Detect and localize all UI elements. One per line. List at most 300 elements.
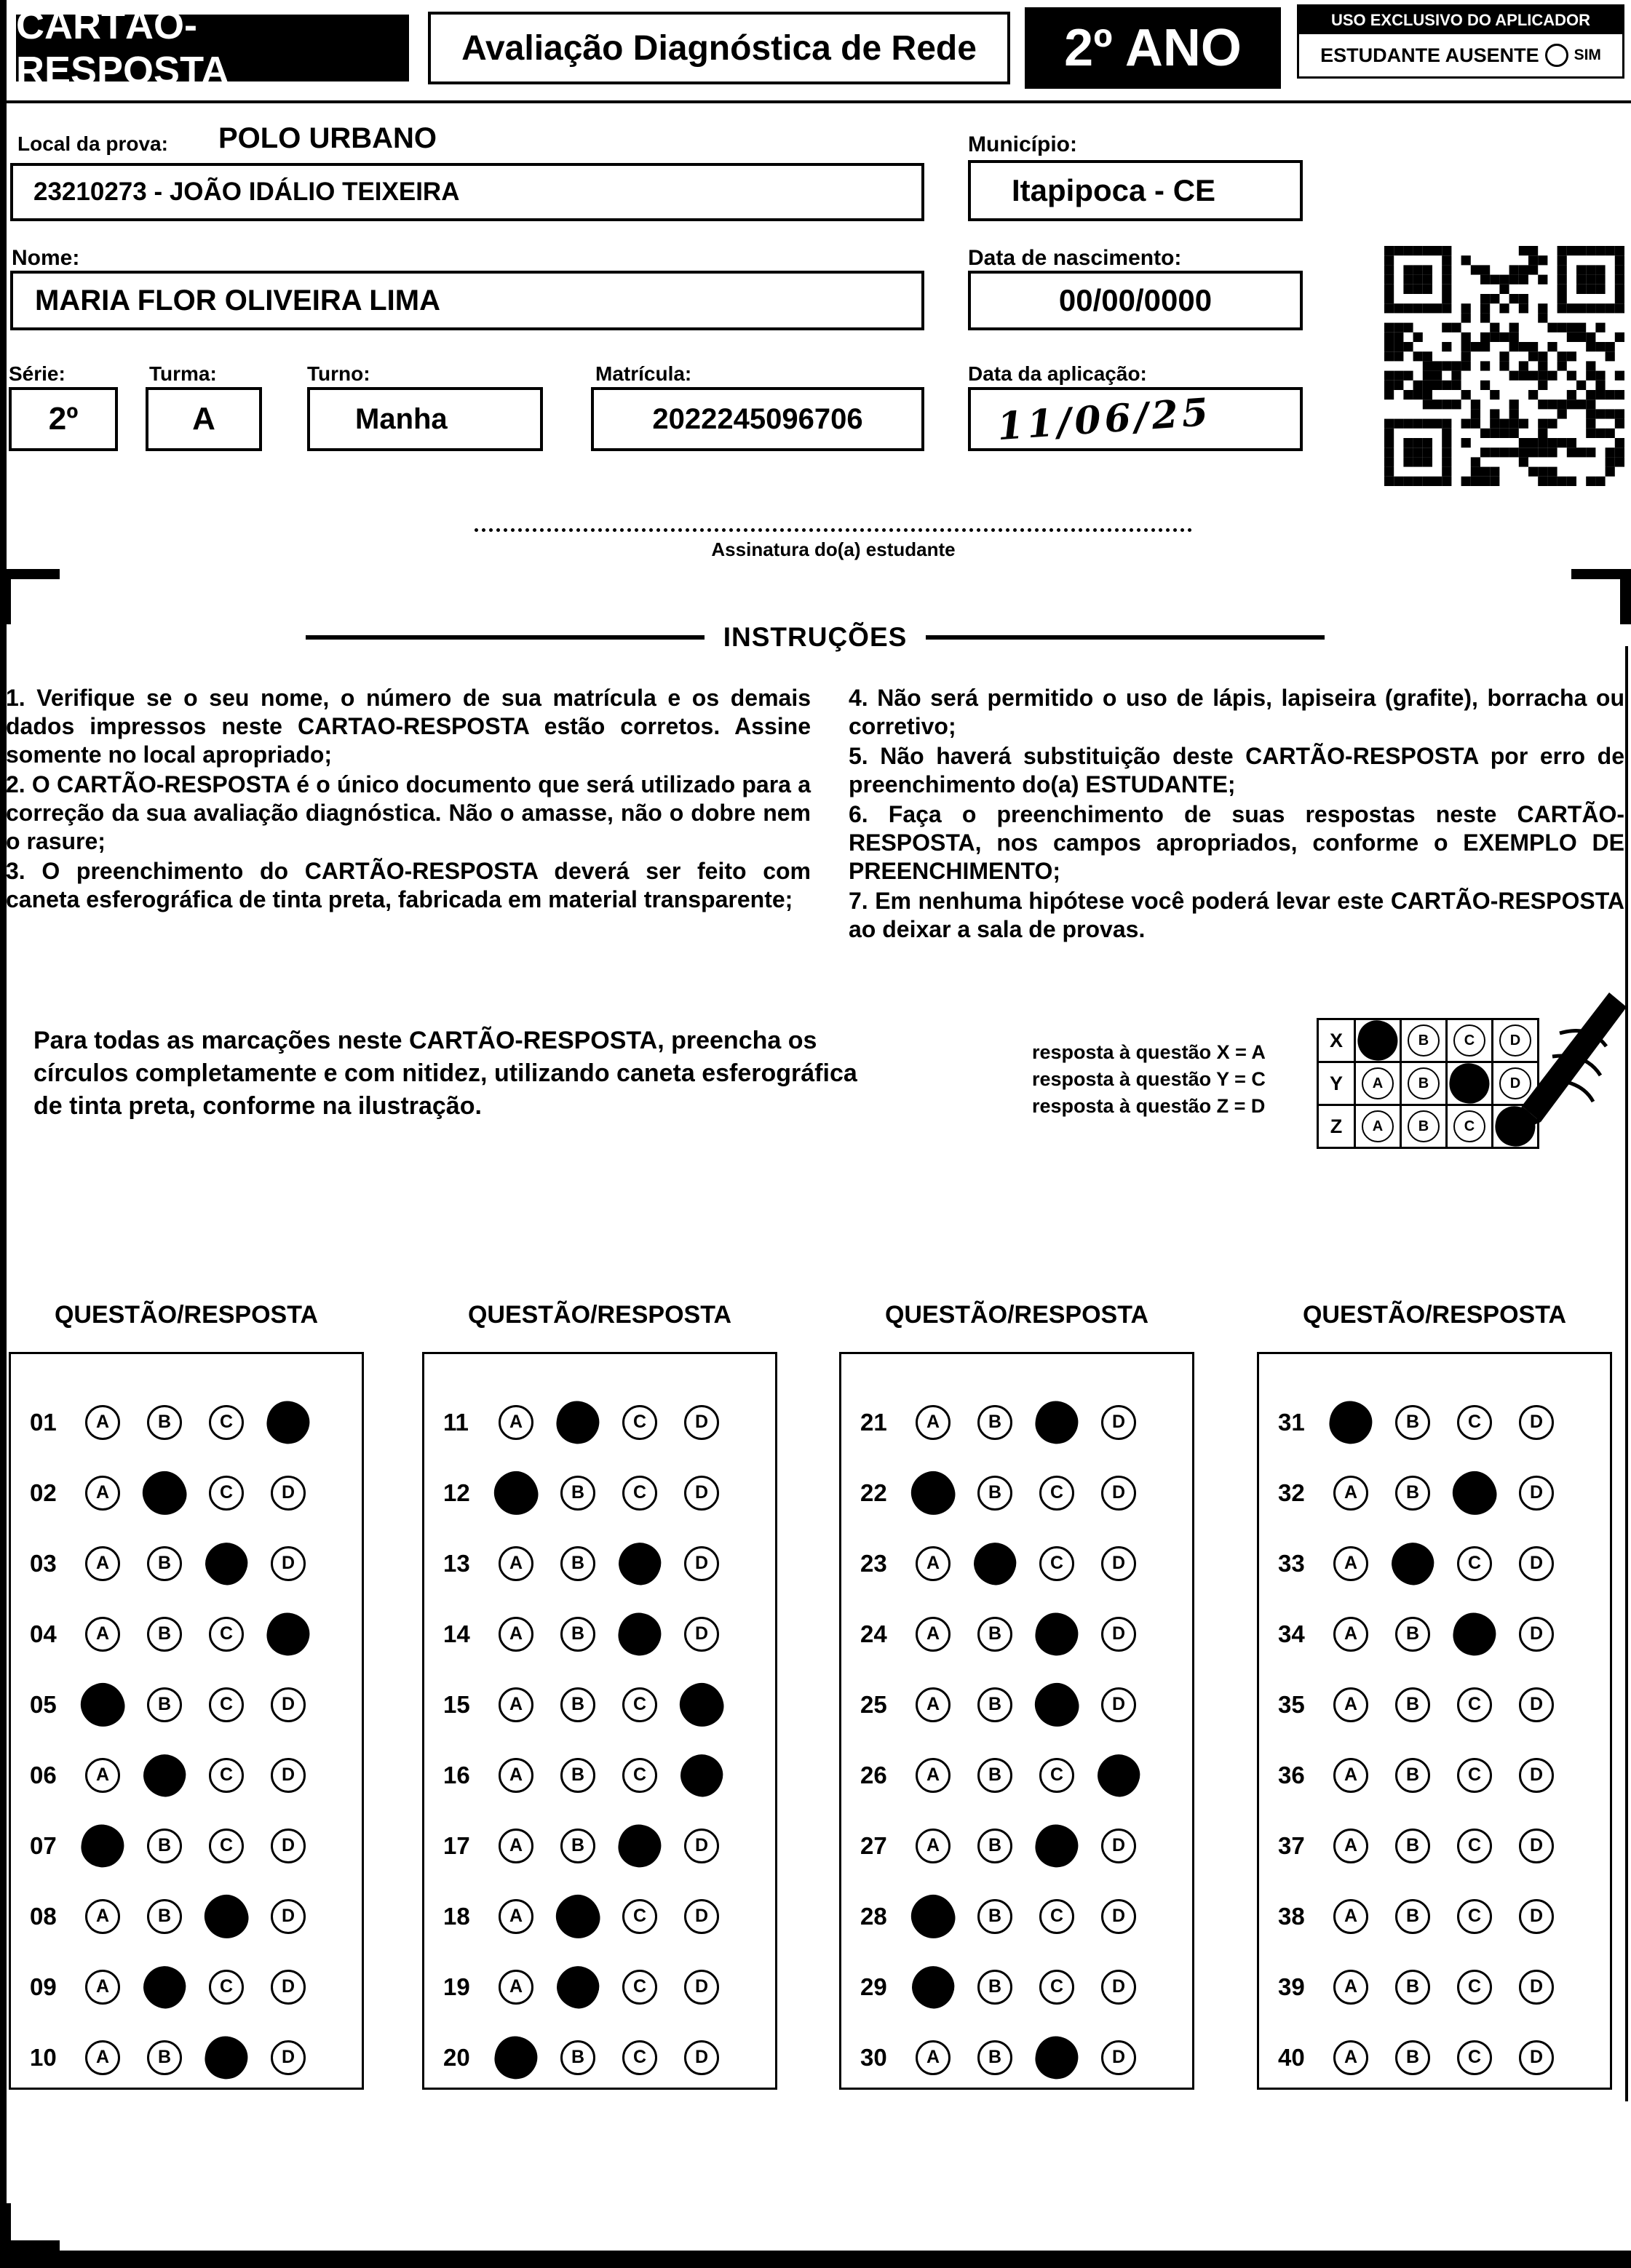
answer-row	[1259, 1810, 1610, 1881]
turno-field: Manha	[307, 387, 543, 451]
answer-bubble-b[interactable]: B	[977, 1758, 1012, 1793]
answer-row	[424, 1951, 775, 2022]
answer-row	[841, 1951, 1192, 2022]
example-legend-line: resposta à questão X = A	[1032, 1041, 1266, 1063]
student-absent-option: SIM	[1574, 47, 1601, 63]
answer-bubble-b[interactable]: B	[147, 1617, 182, 1652]
answer-row	[11, 1740, 362, 1810]
question-number: 08	[30, 1902, 57, 1930]
answer-bubble-d[interactable]: D	[1101, 1405, 1136, 1440]
answer-bubble-d[interactable]: D	[1101, 1617, 1136, 1652]
answer-bubble-d[interactable]: D	[684, 1970, 719, 2005]
answer-row	[424, 1810, 775, 1881]
answer-bubble-d[interactable]	[675, 1679, 727, 1730]
answer-bubble-d[interactable]	[264, 1610, 312, 1658]
answer-row	[841, 2022, 1192, 2093]
example-legend-line: resposta à questão Z = D	[1032, 1095, 1266, 1117]
answer-bubble-b[interactable]: B	[147, 1405, 182, 1440]
matricula-field: 2022245096706	[591, 387, 924, 451]
instruction-item: 4. Não será permitido o uso de lápis, lapiseira (grafite), borracha ou corretivo;	[849, 685, 1624, 739]
question-number: 03	[30, 1549, 57, 1577]
answer-bubble-b[interactable]: B	[147, 2040, 182, 2075]
answer-bubble-a[interactable]: A	[85, 1546, 120, 1581]
answer-bubble-d[interactable]: D	[1519, 1546, 1554, 1581]
answer-bubble-a[interactable]: A	[1333, 1758, 1368, 1793]
answers-column	[1257, 1352, 1612, 2090]
instruction-item: 3. O preenchimento do CARTÃO-RESPOSTA deverá ser feito com caneta esferográfica de tinta preta, fabricada em material transparente;	[6, 858, 811, 912]
answer-bubble-c[interactable]	[1033, 1610, 1081, 1658]
answer-row	[1259, 1669, 1610, 1740]
answer-bubble-b[interactable]	[552, 1890, 603, 1942]
example-cell	[1400, 1018, 1448, 1063]
answer-bubble-a[interactable]: A	[1333, 1617, 1368, 1652]
question-number: 02	[30, 1479, 57, 1506]
answer-bubble-d[interactable]: D	[271, 1899, 306, 1934]
answer-bubble-c[interactable]: C	[1457, 1758, 1492, 1793]
instruction-item: 7. Em nenhuma hipótese você poderá levar este CARTÃO-RESPOSTA ao deixar a sala de provas.	[849, 888, 1624, 942]
instructions-title: INSTRUÇÕES	[723, 622, 908, 652]
answer-bubble-d[interactable]: D	[271, 1970, 306, 2005]
answer-bubble-a[interactable]: A	[85, 2040, 120, 2075]
answer-bubble-d[interactable]: D	[271, 1829, 306, 1863]
answers-column	[9, 1352, 364, 2090]
answer-bubble-d[interactable]: D	[1101, 1970, 1136, 2005]
answer-bubble-b[interactable]: B	[977, 2040, 1012, 2075]
answer-row	[424, 1669, 775, 1740]
answer-bubble-c[interactable]	[1033, 1398, 1081, 1446]
answer-bubble-d[interactable]: D	[1519, 1405, 1554, 1440]
nome-label: Nome:	[12, 246, 80, 270]
answer-bubble-d[interactable]: D	[271, 1476, 306, 1511]
example-text: Para todas as marcações neste CARTÃO-RESPOSTA, preencha os círculos completamente e com nitidez, utilizando caneta esferográfica de tinta preta, conforme na ilustração.	[33, 1027, 857, 1120]
answer-bubble-a[interactable]	[79, 1821, 127, 1869]
answer-bubble-b[interactable]: B	[1395, 2040, 1430, 2075]
answer-row	[11, 1881, 362, 1951]
student-absent-label: ESTUDANTE AUSENTE	[1320, 44, 1539, 66]
answer-bubble-a[interactable]: A	[916, 2040, 951, 2075]
question-number: 07	[30, 1831, 57, 1859]
school-field: 23210273 - JOÃO IDÁLIO TEIXEIRA	[10, 163, 924, 221]
answer-bubble-a[interactable]	[490, 1467, 541, 1519]
answer-bubble-d[interactable]: D	[1519, 1758, 1554, 1793]
answers-column-title: QUESTÃO/RESPOSTA	[54, 1301, 319, 1329]
answer-bubble-d[interactable]: D	[684, 1476, 719, 1511]
example-row-label: Y	[1317, 1061, 1356, 1106]
question-number: 23	[860, 1549, 887, 1577]
applicator-box	[1297, 4, 1624, 79]
answer-bubble-c[interactable]: C	[1039, 1546, 1074, 1581]
example-legend	[1032, 1039, 1266, 1120]
aplicacao-label: Data da aplicação:	[968, 362, 1147, 385]
answer-bubble-d[interactable]: D	[1519, 1617, 1554, 1652]
left-edge-line	[0, 0, 7, 2268]
answer-bubble-a[interactable]: A	[1333, 1829, 1368, 1863]
answer-bubble-c[interactable]: C	[622, 1758, 657, 1793]
answer-bubble-b[interactable]	[1386, 1537, 1440, 1591]
answer-row	[1259, 2022, 1610, 2093]
question-number: 36	[1278, 1761, 1305, 1788]
question-number: 04	[30, 1620, 57, 1647]
answer-bubble-c[interactable]	[1031, 1679, 1082, 1730]
answer-bubble-d[interactable]: D	[684, 1899, 719, 1934]
answer-row	[11, 1669, 362, 1740]
answer-bubble-a[interactable]: A	[916, 1829, 951, 1863]
question-number: 27	[860, 1831, 887, 1859]
example-bubble-b: B	[1408, 1024, 1440, 1057]
answer-bubble-d[interactable]: D	[1519, 1476, 1554, 1511]
answer-bubble-b[interactable]	[551, 1960, 605, 2014]
nome-field: MARIA FLOR OLIVEIRA LIMA	[10, 271, 924, 330]
aplicacao-field	[968, 387, 1303, 451]
answers-column-title: QUESTÃO/RESPOSTA	[467, 1301, 732, 1329]
answer-bubble-b[interactable]: B	[560, 1758, 595, 1793]
answer-bubble-d[interactable]: D	[1101, 1476, 1136, 1511]
answer-bubble-c[interactable]: C	[622, 1476, 657, 1511]
question-number: 25	[860, 1690, 887, 1718]
answer-bubble-c[interactable]: C	[209, 1617, 244, 1652]
answer-bubble-a[interactable]	[1327, 1398, 1375, 1446]
exam-title: Avaliação Diagnóstica de Rede	[428, 12, 1010, 84]
signature-label: Assinatura do(a) estudante	[711, 538, 956, 560]
answer-bubble-a[interactable]: A	[85, 1617, 120, 1652]
answer-bubble-c[interactable]: C	[1457, 1687, 1492, 1722]
answer-bubble-a[interactable]: A	[1333, 1546, 1368, 1581]
answer-bubble-b[interactable]: B	[1395, 1970, 1430, 2005]
answer-row	[841, 1457, 1192, 1528]
answer-bubble-a[interactable]: A	[499, 1546, 533, 1581]
answer-bubble-a[interactable]: A	[85, 1970, 120, 2005]
answer-bubble-b[interactable]: B	[147, 1687, 182, 1722]
answer-bubble-c[interactable]: C	[622, 1405, 657, 1440]
answer-bubble-b[interactable]: B	[1395, 1687, 1430, 1722]
answer-bubble-c[interactable]	[202, 2033, 250, 2081]
answer-row	[11, 1528, 362, 1599]
answer-bubble-b[interactable]	[138, 1960, 191, 2014]
question-number: 15	[443, 1690, 470, 1718]
answer-bubble-b[interactable]: B	[560, 1476, 595, 1511]
answer-bubble-c[interactable]	[1033, 2033, 1081, 2081]
answer-bubble-c[interactable]: C	[1039, 1899, 1074, 1934]
instruction-item: 2. O CARTÃO-RESPOSTA é o único documento que será utilizado para a correção da sua avaliação diagnóstica. Não o amasse, não o dobre nem o rasure;	[6, 771, 811, 854]
header-divider	[0, 100, 1631, 103]
question-number: 37	[1278, 1831, 1305, 1859]
answer-bubble-b[interactable]: B	[1395, 1899, 1430, 1934]
answer-row	[1259, 1599, 1610, 1669]
answer-bubble-d[interactable]: D	[1519, 1970, 1554, 2005]
answer-bubble-c[interactable]: C	[1457, 1899, 1492, 1934]
answer-bubble-a[interactable]: A	[499, 1970, 533, 2005]
question-number: 26	[860, 1761, 887, 1788]
answer-bubble-b[interactable]: B	[977, 1899, 1012, 1934]
right-edge-line	[1625, 646, 1628, 2101]
answer-bubble-b[interactable]: B	[147, 1899, 182, 1934]
question-number: 14	[443, 1620, 470, 1647]
question-number: 19	[443, 1973, 470, 2000]
answer-bubble-b[interactable]: B	[147, 1829, 182, 1863]
answer-bubble-d[interactable]: D	[1101, 1546, 1136, 1581]
instructions-heading	[306, 622, 1325, 653]
answers-column	[839, 1352, 1194, 2090]
answer-bubble-c[interactable]: C	[209, 1970, 244, 2005]
answer-bubble-b[interactable]	[138, 1748, 191, 1802]
answers-column-title: QUESTÃO/RESPOSTA	[884, 1301, 1149, 1329]
answer-bubble-a[interactable]: A	[916, 1617, 951, 1652]
answer-row	[424, 2022, 775, 2093]
question-number: 29	[860, 1973, 887, 2000]
answer-row	[424, 1740, 775, 1810]
example-cell	[1400, 1061, 1448, 1106]
answer-row	[11, 1599, 362, 1669]
nascimento-field: 00/00/0000	[968, 271, 1303, 330]
bottom-edge-bar	[0, 2251, 1631, 2268]
answer-bubble-b[interactable]: B	[1395, 1829, 1430, 1863]
answer-bubble-d[interactable]: D	[1101, 1687, 1136, 1722]
example-bubble-d: D	[1499, 1024, 1531, 1057]
question-number: 13	[443, 1549, 470, 1577]
answer-bubble-d[interactable]: D	[1519, 1899, 1554, 1934]
answer-bubble-c[interactable]	[1448, 1467, 1500, 1519]
answer-bubble-d[interactable]: D	[1519, 1829, 1554, 1863]
answer-bubble-a[interactable]	[906, 1960, 960, 2014]
question-number: 22	[860, 1479, 887, 1506]
answer-bubble-c[interactable]	[613, 1537, 667, 1591]
answer-bubble-a[interactable]: A	[1333, 1476, 1368, 1511]
answer-bubble-c[interactable]	[1033, 1821, 1081, 1869]
answer-row	[841, 1740, 1192, 1810]
answers-column	[422, 1352, 777, 2090]
answer-bubble-b[interactable]	[554, 1398, 602, 1446]
answer-row	[1259, 1457, 1610, 1528]
answer-bubble-d[interactable]: D	[684, 1546, 719, 1581]
answer-bubble-d[interactable]	[675, 1748, 729, 1802]
answer-bubble-d[interactable]: D	[271, 1546, 306, 1581]
card-title: CARTÃO-RESPOSTA	[16, 15, 409, 81]
answer-bubble-c[interactable]: C	[209, 1687, 244, 1722]
answer-bubble-c[interactable]: C	[622, 1899, 657, 1934]
registration-mark-bottom-left	[0, 2240, 60, 2251]
answer-bubble-a[interactable]: A	[1333, 2040, 1368, 2075]
example-bubble-c: C	[1453, 1110, 1485, 1142]
answer-bubble-c[interactable]: C	[1457, 1546, 1492, 1581]
answer-bubble-b[interactable]	[138, 1467, 190, 1519]
question-number: 17	[443, 1831, 470, 1859]
answer-bubble-c[interactable]	[1451, 1610, 1499, 1658]
answer-bubble-d[interactable]: D	[1519, 2040, 1554, 2075]
answer-row	[11, 1387, 362, 1457]
answer-bubble-a[interactable]: A	[916, 1546, 951, 1581]
answer-row	[1259, 1528, 1610, 1599]
qr-code	[1384, 246, 1624, 486]
answer-bubble-d[interactable]: D	[271, 2040, 306, 2075]
answer-bubble-a[interactable]: A	[85, 1405, 120, 1440]
example-bubble-b: B	[1408, 1110, 1440, 1142]
answer-bubble-a[interactable]: A	[1333, 1970, 1368, 2005]
answer-bubble-a[interactable]: A	[85, 1476, 120, 1511]
answer-row	[1259, 1387, 1610, 1457]
answer-bubble-a[interactable]	[492, 2033, 540, 2081]
question-number: 01	[30, 1408, 57, 1436]
example-bubble-a	[1354, 1017, 1401, 1064]
answer-bubble-b[interactable]: B	[977, 1970, 1012, 2005]
answer-bubble-d[interactable]: D	[1519, 1687, 1554, 1722]
answer-bubble-b[interactable]: B	[560, 1687, 595, 1722]
answer-bubble-d[interactable]: D	[1101, 2040, 1136, 2075]
answer-bubble-b[interactable]: B	[1395, 1617, 1430, 1652]
answer-bubble-d[interactable]: D	[684, 2040, 719, 2075]
serie-field: 2º	[9, 387, 118, 451]
answer-bubble-c[interactable]: C	[622, 1687, 657, 1722]
matricula-label: Matrícula:	[595, 362, 692, 385]
heading-rule-right	[926, 635, 1325, 640]
answer-bubble-b[interactable]: B	[1395, 1758, 1430, 1793]
answer-bubble-c[interactable]: C	[1039, 1476, 1074, 1511]
answer-bubble-d[interactable]: D	[684, 1617, 719, 1652]
question-number: 10	[30, 2043, 57, 2071]
question-number: 09	[30, 1973, 57, 2000]
municipio-field: Itapipoca - CE	[968, 160, 1303, 221]
answer-bubble-c[interactable]: C	[1457, 1970, 1492, 2005]
answer-bubble-a[interactable]: A	[499, 1829, 533, 1863]
answer-bubble-a[interactable]: A	[499, 1405, 533, 1440]
instruction-item: 1. Verifique se o seu nome, o número de sua matrícula e os demais dados impressos neste CARTAO-RESPOSTA estão corretos. Assine somente no local apropriado;	[6, 685, 811, 768]
answer-row	[1259, 1881, 1610, 1951]
answer-bubble-a[interactable]	[907, 1890, 959, 1942]
example-legend-line: resposta à questão Y = C	[1032, 1068, 1266, 1090]
instruction-item: 6. Faça o preenchimento de suas respostas neste CARTÃO-RESPOSTA, nos campos apropriados, conforme o EXEMPLO DE PREENCHIMENTO;	[849, 801, 1624, 884]
answer-bubble-b[interactable]: B	[977, 1617, 1012, 1652]
answer-bubble-a[interactable]: A	[916, 1405, 951, 1440]
answer-bubble-c[interactable]: C	[209, 1829, 244, 1863]
answer-bubble-b[interactable]: B	[560, 2040, 595, 2075]
answer-bubble-b[interactable]: B	[1395, 1405, 1430, 1440]
answer-bubble-c[interactable]: C	[209, 1476, 244, 1511]
answer-bubble-d[interactable]: D	[1101, 1829, 1136, 1863]
answer-row	[424, 1528, 775, 1599]
answer-bubble-a[interactable]: A	[1333, 1899, 1368, 1934]
aplicacao-handwritten-date: 11/06/25	[996, 389, 1213, 449]
answer-bubble-a[interactable]: A	[916, 1758, 951, 1793]
answers-column-title: QUESTÃO/RESPOSTA	[1302, 1301, 1567, 1329]
example-cell	[1354, 1018, 1402, 1063]
question-number: 40	[1278, 2043, 1305, 2071]
answer-bubble-b[interactable]: B	[977, 1476, 1012, 1511]
student-absent-circle[interactable]	[1545, 44, 1568, 67]
question-number: 05	[30, 1690, 57, 1718]
local-label: Local da prova:	[17, 132, 168, 155]
answer-bubble-d[interactable]: D	[684, 1405, 719, 1440]
answer-bubble-a[interactable]	[907, 1467, 959, 1519]
answer-bubble-a[interactable]: A	[916, 1687, 951, 1722]
instructions-left-column	[6, 684, 811, 915]
question-number: 28	[860, 1902, 887, 1930]
turma-field: A	[146, 387, 262, 451]
answer-bubble-b[interactable]: B	[560, 1829, 595, 1863]
question-number: 30	[860, 2043, 887, 2071]
answer-row	[841, 1669, 1192, 1740]
question-number: 33	[1278, 1549, 1305, 1577]
answer-bubble-b[interactable]: B	[1395, 1476, 1430, 1511]
question-number: 16	[443, 1761, 470, 1788]
answer-bubble-c[interactable]	[616, 1610, 664, 1658]
example-cell	[1354, 1104, 1402, 1149]
turma-label: Turma:	[149, 362, 217, 385]
answer-bubble-a[interactable]	[76, 1679, 128, 1730]
question-number: 11	[443, 1408, 469, 1436]
example-bubble-a: A	[1362, 1110, 1394, 1142]
example-bubble-d: D	[1499, 1067, 1531, 1099]
answer-row	[1259, 1951, 1610, 2022]
answer-bubble-b[interactable]: B	[977, 1687, 1012, 1722]
answer-bubble-c[interactable]: C	[622, 1970, 657, 2005]
answer-bubble-b[interactable]: B	[560, 1617, 595, 1652]
answer-bubble-a[interactable]: A	[499, 1687, 533, 1722]
answer-bubble-c[interactable]: C	[209, 1405, 244, 1440]
serie-label: Série:	[9, 362, 66, 385]
example-bubble-b: B	[1408, 1067, 1440, 1099]
answer-bubble-a[interactable]: A	[1333, 1687, 1368, 1722]
answer-bubble-c[interactable]: C	[1457, 1405, 1492, 1440]
answer-bubble-d[interactable]	[1092, 1748, 1146, 1802]
answer-bubble-b[interactable]: B	[977, 1829, 1012, 1863]
turno-label: Turno:	[307, 362, 370, 385]
answer-bubble-b[interactable]: B	[977, 1405, 1012, 1440]
answer-bubble-c[interactable]: C	[1457, 2040, 1492, 2075]
question-number: 35	[1278, 1690, 1305, 1718]
example-cell	[1354, 1061, 1402, 1106]
answer-bubble-c[interactable]	[200, 1890, 252, 1942]
answer-bubble-c[interactable]: C	[209, 1758, 244, 1793]
answer-bubble-a[interactable]: A	[85, 1899, 120, 1934]
question-number: 34	[1278, 1620, 1305, 1647]
instruction-item: 5. Não haverá substituição deste CARTÃO-RESPOSTA por erro de preenchimento do(a) ESTUDANTE;	[849, 743, 1624, 797]
answer-row	[424, 1387, 775, 1457]
example-bubble-c: C	[1453, 1024, 1485, 1057]
municipio-label: Município:	[968, 132, 1077, 156]
answer-bubble-b[interactable]: B	[560, 1546, 595, 1581]
question-number: 06	[30, 1761, 57, 1788]
nascimento-label: Data de nascimento:	[968, 246, 1182, 270]
signature-line	[475, 528, 1192, 532]
answer-bubble-c[interactable]: C	[1039, 1970, 1074, 2005]
answer-bubble-a[interactable]: A	[499, 1617, 533, 1652]
hand-pen-illustration	[1474, 988, 1631, 1170]
answer-bubble-c[interactable]	[199, 1537, 253, 1591]
answer-row	[841, 1599, 1192, 1669]
answer-bubble-c[interactable]: C	[1457, 1829, 1492, 1863]
answer-row	[841, 1810, 1192, 1881]
question-number: 39	[1278, 1973, 1305, 2000]
example-row-label: X	[1317, 1018, 1356, 1063]
answer-bubble-a[interactable]: A	[499, 1899, 533, 1934]
answer-bubble-d[interactable]	[264, 1398, 312, 1446]
answer-row	[424, 1457, 775, 1528]
answer-bubble-b[interactable]: B	[147, 1546, 182, 1581]
answer-bubble-c[interactable]: C	[1039, 1758, 1074, 1793]
answer-bubble-a[interactable]: A	[499, 1758, 533, 1793]
answer-bubble-d[interactable]: D	[271, 1687, 306, 1722]
answer-bubble-d[interactable]: D	[1101, 1899, 1136, 1934]
answer-row	[11, 1810, 362, 1881]
answer-bubble-d[interactable]: D	[271, 1758, 306, 1793]
answer-bubble-a[interactable]: A	[85, 1758, 120, 1793]
answer-bubble-c[interactable]	[616, 1821, 664, 1869]
answer-bubble-d[interactable]: D	[684, 1829, 719, 1863]
answer-row	[841, 1528, 1192, 1599]
answer-row	[424, 1599, 775, 1669]
answer-bubble-b[interactable]	[968, 1537, 1022, 1591]
answer-row	[11, 1457, 362, 1528]
answer-bubble-c[interactable]: C	[622, 2040, 657, 2075]
